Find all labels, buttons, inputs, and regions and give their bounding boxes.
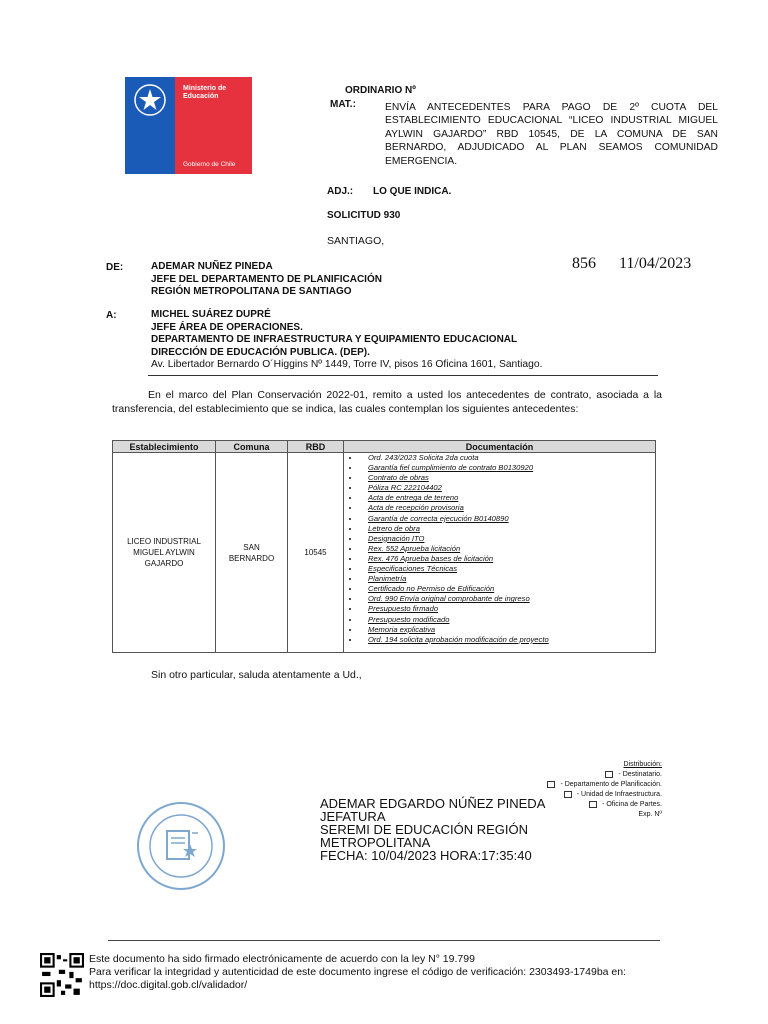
signer-title: JEFATURA [320, 809, 386, 824]
doc-item: Acta de recepción provisoria [368, 503, 464, 513]
distribution-item-label: - Destinatario. [618, 771, 662, 778]
cell-rbd: 10545 [288, 453, 344, 653]
doc-item: Planimetría [368, 574, 407, 584]
cell-documentacion [344, 453, 656, 653]
electronic-signature-seal-icon [128, 800, 234, 892]
a-label: A: [106, 310, 117, 321]
list-item [360, 544, 655, 554]
de-name: ADEMAR NUÑEZ PINEDA [151, 261, 273, 272]
list-item [360, 534, 655, 544]
solicitud: SOLICITUD 930 [327, 210, 401, 221]
doc-item: Garantía fiel cumplimiento de contrato B0130920 [368, 463, 534, 473]
checkbox-icon [564, 791, 572, 798]
a-dept: DEPARTAMENTO DE INFRAESTRUCTURA Y EQUIPAMIENTO EDUCACIONAL [151, 334, 518, 345]
mat-text: ENVÍA ANTECEDENTES PARA PAGO DE 2º CUOTA DEL ESTABLECIMIENTO EDUCACIONAL “LICEO INDUSTRIAL MIGUEL AYLWIN GAJARDO” RBD 10545, DE LA COMUNA DE SAN BERNARDO, ADJUDICADO AL PLAN SEAMOS COMUNIDAD EMERGENCIA. [385, 102, 718, 167]
document-number: 856 [572, 255, 596, 272]
doc-item: Acta de entrega de terreno [368, 493, 459, 503]
closing-text: Sin otro particular, saluda atentamente a Ud., [151, 669, 362, 681]
list-item [360, 574, 655, 584]
chile-coat-of-arms-icon [133, 83, 167, 117]
doc-item: Presupuesto firmado [368, 604, 439, 614]
list-item [360, 473, 655, 483]
list-item [360, 503, 655, 513]
distribution-item-label: - Oficina de Partes. [602, 801, 662, 808]
list-item [360, 604, 655, 614]
table-row [113, 453, 656, 653]
qr-code-icon [40, 953, 84, 997]
signature-date: FECHA: 10/04/2023 HORA:17:35:40 [320, 848, 532, 863]
doc-item: Presupuesto modificado [368, 614, 450, 624]
header-documentacion: Documentación [344, 441, 656, 453]
a-name: MICHEL SUÁREZ DUPRÉ [151, 309, 271, 320]
signer-org-line-2: METROPOLITANA [320, 835, 431, 850]
signer-org-line-1: SEREMI DE EDUCACIÓN REGIÓN [320, 822, 529, 837]
documents-list [344, 453, 655, 645]
signature-block [320, 797, 545, 862]
distribution-exp: Exp. Nº [638, 811, 662, 818]
footer-line-1: Este documento ha sido firmado electrónicamente de acuerdo con la ley N° 19.799 [89, 953, 475, 965]
cell-establecimiento: LICEO INDUSTRIAL MIGUEL AYLWIN GAJARDO [113, 453, 216, 653]
footer-divider [108, 940, 660, 941]
list-item [360, 493, 655, 503]
adj-label: ADJ.: [327, 186, 354, 197]
a-role: JEFE ÁREA DE OPERACIONES. [151, 321, 303, 333]
distribution-item [480, 780, 662, 790]
a-dir: DIRECCIÓN DE EDUCACIÓN PUBLICA. (DEP). [151, 346, 370, 358]
doc-item: Rex. 476 Aprueba bases de licitación [368, 553, 494, 563]
ministry-logo [125, 77, 252, 174]
body-paragraph: En el marco del Plan Conservación 2022-01, remito a usted los antecedentes de contrato, asociada a la transferencia, del establecimiento que se indica, las cuales contemplan los siguientes antecedentes: [112, 389, 662, 415]
distribution-item [480, 770, 662, 780]
list-item [360, 483, 655, 493]
distribution-item-label: - Unidad de Infraestructura. [576, 791, 662, 798]
signer-name: ADEMAR EDGARDO NÚÑEZ PINEDA [320, 796, 546, 811]
logo-line-1: Ministerio de [183, 85, 227, 92]
ordinario-label: ORDINARIO Nº [345, 85, 416, 96]
de-label: DE: [106, 262, 124, 273]
doc-item: Póliza RC 222104402 [368, 483, 442, 493]
distribution-item-label: - Departamento de Planificación. [560, 781, 662, 788]
header-rbd: RBD [288, 441, 344, 453]
list-item [360, 514, 655, 524]
doc-item: Designación ITO [368, 533, 425, 543]
list-item [360, 594, 655, 604]
logo-line-2: Educación [183, 93, 219, 100]
address-underline [148, 375, 658, 376]
doc-item: Ord. 243/2023 Solicita 2da cuota [368, 453, 479, 462]
verification-link[interactable]: https://doc.digital.gob.cl/validador/ [89, 979, 248, 991]
a-address: Av. Libertador Bernardo O´Higgins Nº 1449, Torre IV, pisos 16 Oficina 1601, Santiago. [151, 359, 543, 370]
doc-item: Contrato de obras [368, 473, 429, 483]
doc-item: Memoria explicativa [368, 624, 436, 634]
checkbox-icon [547, 781, 555, 788]
documents-table [112, 440, 656, 653]
list-item [360, 453, 655, 463]
list-item [360, 564, 655, 574]
de-role: JEFE DEL DEPARTAMENTO DE PLANIFICACIÓN [151, 273, 382, 285]
doc-item: Garantía de correcta ejecución B0140890 [368, 513, 509, 523]
footer-text [89, 953, 626, 992]
list-item [360, 524, 655, 534]
header-establecimiento: Establecimiento [113, 441, 216, 453]
de-block [151, 261, 382, 299]
doc-item: Letrero de obra [368, 523, 420, 533]
doc-item: Ord. 194 solicita aprobación modificación de proyecto [368, 634, 549, 644]
checkbox-icon [589, 801, 597, 808]
doc-item: Especificaciones Técnicas [368, 564, 458, 574]
list-item [360, 615, 655, 625]
logo-line-3: Gobierno de Chile [183, 161, 236, 168]
header-comuna: Comuna [216, 441, 288, 453]
list-item [360, 584, 655, 594]
doc-item: Certificado no Permiso de Edificación [368, 584, 495, 594]
table-header-row [113, 441, 656, 453]
distribution-title: Distribución: [623, 761, 662, 768]
cell-comuna: SAN BERNARDO [216, 453, 288, 653]
doc-item: Rex. 552 Aprueba licitación [368, 543, 461, 553]
mat-label: MAT.: [330, 99, 356, 110]
list-item [360, 635, 655, 645]
adj-text: LO QUE INDICA. [373, 186, 452, 197]
de-region: REGIÓN METROPOLITANA DE SANTIAGO [151, 286, 352, 297]
list-item [360, 463, 655, 473]
doc-item: Ord. 990 Envía original comprobante de ingreso [368, 594, 530, 604]
checkbox-icon [605, 771, 613, 778]
document-date: 11/04/2023 [619, 255, 692, 272]
list-item [360, 554, 655, 564]
footer-line-2: Para verificar la integridad y autenticidad de este documento ingrese el código de verificación: 2303493-1749ba en: [89, 966, 627, 978]
a-block [151, 309, 542, 372]
list-item [360, 625, 655, 635]
place: SANTIAGO, [327, 235, 385, 247]
